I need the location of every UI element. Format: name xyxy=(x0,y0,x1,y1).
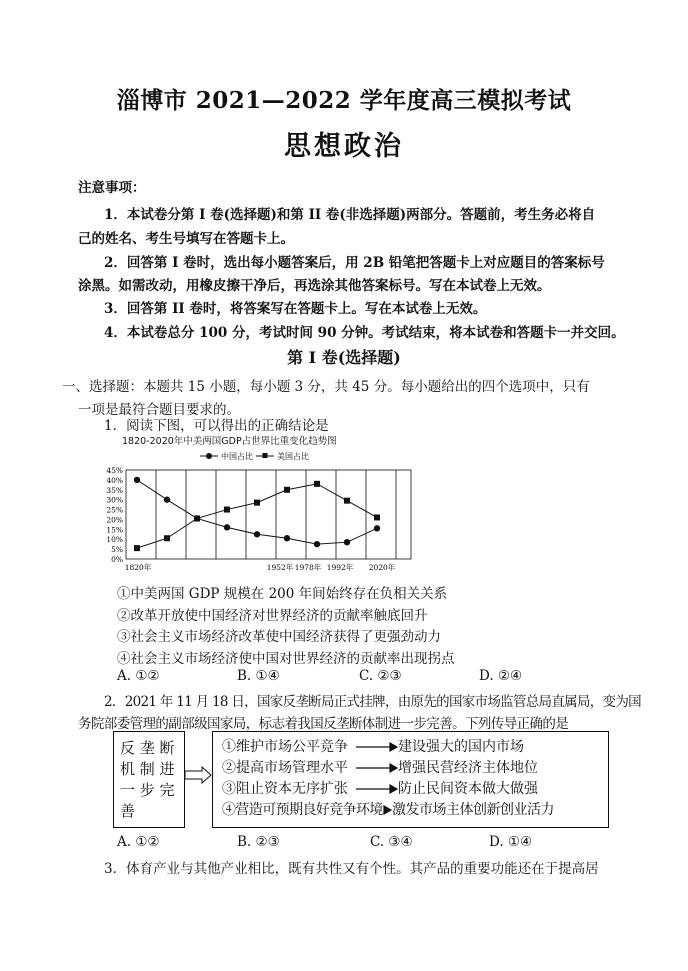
legend-circle-marker xyxy=(206,453,212,459)
q2-chain-to: 建设强大的国内市场 增强民营经济主体地位 防止民间资本做大做强 激发市场主体创新创业活力 xyxy=(392,739,554,818)
subject-title: 思想政治 xyxy=(284,131,404,162)
y-tick-label: 10% xyxy=(106,535,123,545)
notice-line: 1．本试卷分第 I 卷(选择题)和第 II 卷(非选择题)两部分。答题前，考生务必将自 xyxy=(104,207,596,223)
exam-title: 淄博市 2021—2022 学年度高三模拟考试 xyxy=(116,87,572,114)
section-intro: 一项是最符合题目要求的。 xyxy=(78,402,240,418)
y-tick-label: 5% xyxy=(111,545,123,555)
data-point-us xyxy=(134,545,140,551)
y-tick-label: 20% xyxy=(106,515,123,525)
q2-option-a[interactable]: A. ①② xyxy=(117,834,160,850)
arrow-right-icon xyxy=(390,764,397,772)
q3-stem: 3．体育产业与其他产业相比，既有共性又有个性。其产品的重要功能还在于提高居 xyxy=(104,861,599,877)
data-point-us xyxy=(254,500,260,506)
chart-title: 1820-2020年中美两国GDP占世界比重变化趋势图 xyxy=(122,436,337,447)
y-tick-label: 45% xyxy=(106,466,123,475)
section-intro: 一、选择题：本题共 15 小题，每小题 3 分，共 45 分。每小题给出的四个选项中，只有 xyxy=(62,379,590,395)
q2-option-d[interactable]: D. ①④ xyxy=(489,834,533,850)
x-tick-label: 1952年 xyxy=(266,563,294,572)
data-point-us xyxy=(314,481,320,487)
q2-stem: 务院部委管理的副部级国家局，标志着我国反垄断体制进一步完善。下列传导正确的是 xyxy=(78,716,569,732)
x-tick-label: 1820年 xyxy=(124,563,152,572)
y-tick-label: 15% xyxy=(106,525,123,535)
q1-statement: ④社会主义市场经济使中国对世界经济的贡献率出现拐点 xyxy=(117,651,455,667)
data-point-china xyxy=(284,535,290,541)
data-point-us xyxy=(374,514,380,520)
arrow-right-icon xyxy=(390,743,397,751)
legend-square-marker xyxy=(263,453,268,458)
q2-option-c[interactable]: C. ③④ xyxy=(370,834,413,850)
arrow-right-icon xyxy=(390,785,397,793)
y-tick-label: 0% xyxy=(111,555,123,564)
data-point-china xyxy=(254,531,260,537)
legend-label-china: 中国占比 xyxy=(221,452,253,461)
plot-frame xyxy=(126,470,411,559)
q1-statement: ②改革开放使中国经济对世界经济的贡献率触底回升 xyxy=(117,608,428,624)
data-point-china xyxy=(224,524,230,530)
gdp-line-chart xyxy=(96,446,426,580)
y-tick-label: 30% xyxy=(106,495,123,505)
q2-cause-text: 反 垄 断 机 制 进 一 步 完 善 xyxy=(120,739,175,820)
q2-stem: 2．2021 年 11 月 18 日，国家反垄断局正式挂牌，由原先的国家市场监管总局直属局，变为国 xyxy=(104,694,641,710)
data-point-us xyxy=(194,515,200,521)
data-point-us xyxy=(164,535,170,541)
data-point-china xyxy=(344,539,350,545)
q1-option-b[interactable]: B. ①④ xyxy=(237,668,280,684)
notice-line: 4．本试卷总分 100 分，考试时间 90 分钟。考试结束，将本试卷和答题卡一并交回。 xyxy=(104,325,625,341)
x-tick-label: 2020年 xyxy=(368,563,396,572)
data-point-us xyxy=(224,507,230,513)
q1-option-a[interactable]: A. ①② xyxy=(117,668,160,684)
chart-legend xyxy=(200,451,309,461)
notice-line: 2．回答第 I 卷时，选出每小题答案后，用 2B 铅笔把答题卡上对应题目的答案标号 xyxy=(104,255,605,271)
data-point-us xyxy=(344,498,350,504)
data-point-china xyxy=(164,496,170,502)
x-tick-label: 1978年 xyxy=(294,563,322,572)
y-tick-label: 35% xyxy=(106,485,123,495)
data-point-china xyxy=(374,525,380,531)
notice-line: 涂黑。如需改动，用橡皮擦干净后，再选涂其他答案标号。写在本试卷上无效。 xyxy=(78,278,551,294)
y-tick-label: 40% xyxy=(106,475,123,485)
q1-stem: 1．阅读下图，可以得出的正确结论是 xyxy=(104,418,329,434)
data-point-china xyxy=(314,541,320,547)
notice-line: 己的姓名、考生号填写在答题卡上。 xyxy=(78,231,294,247)
q1-statement: ③社会主义市场经济改革使中国经济获得了更强劲动力 xyxy=(117,629,441,645)
q1-option-c[interactable]: C. ②③ xyxy=(359,668,402,684)
x-tick-label: 1992年 xyxy=(326,563,354,572)
notice-line: 3．回答第 II 卷时，将答案写在答题卡上。写在本试卷上无效。 xyxy=(104,301,487,317)
data-point-china xyxy=(134,477,140,483)
legend-label-us: 美国占比 xyxy=(277,452,309,461)
notice-heading: 注意事项： xyxy=(78,180,146,196)
y-tick-label: 25% xyxy=(106,505,123,515)
data-point-us xyxy=(284,487,290,493)
double-arrow-icon xyxy=(184,765,212,785)
section-title: 第 I 卷(选择题) xyxy=(287,348,401,367)
q1-option-d[interactable]: D. ②④ xyxy=(479,668,523,684)
q1-statement: ①中美两国 GDP 规模在 200 年间始终存在负相关关系 xyxy=(117,586,448,602)
q2-chain-from: ①维护市场公平竞争 ②提高市场管理水平 ③阻止资本无序扩张 ④营造可预期良好竞争环境 xyxy=(222,739,383,818)
series-line xyxy=(137,484,377,548)
arrow-right-icon xyxy=(384,806,391,814)
q2-option-b[interactable]: B. ②③ xyxy=(237,834,280,850)
